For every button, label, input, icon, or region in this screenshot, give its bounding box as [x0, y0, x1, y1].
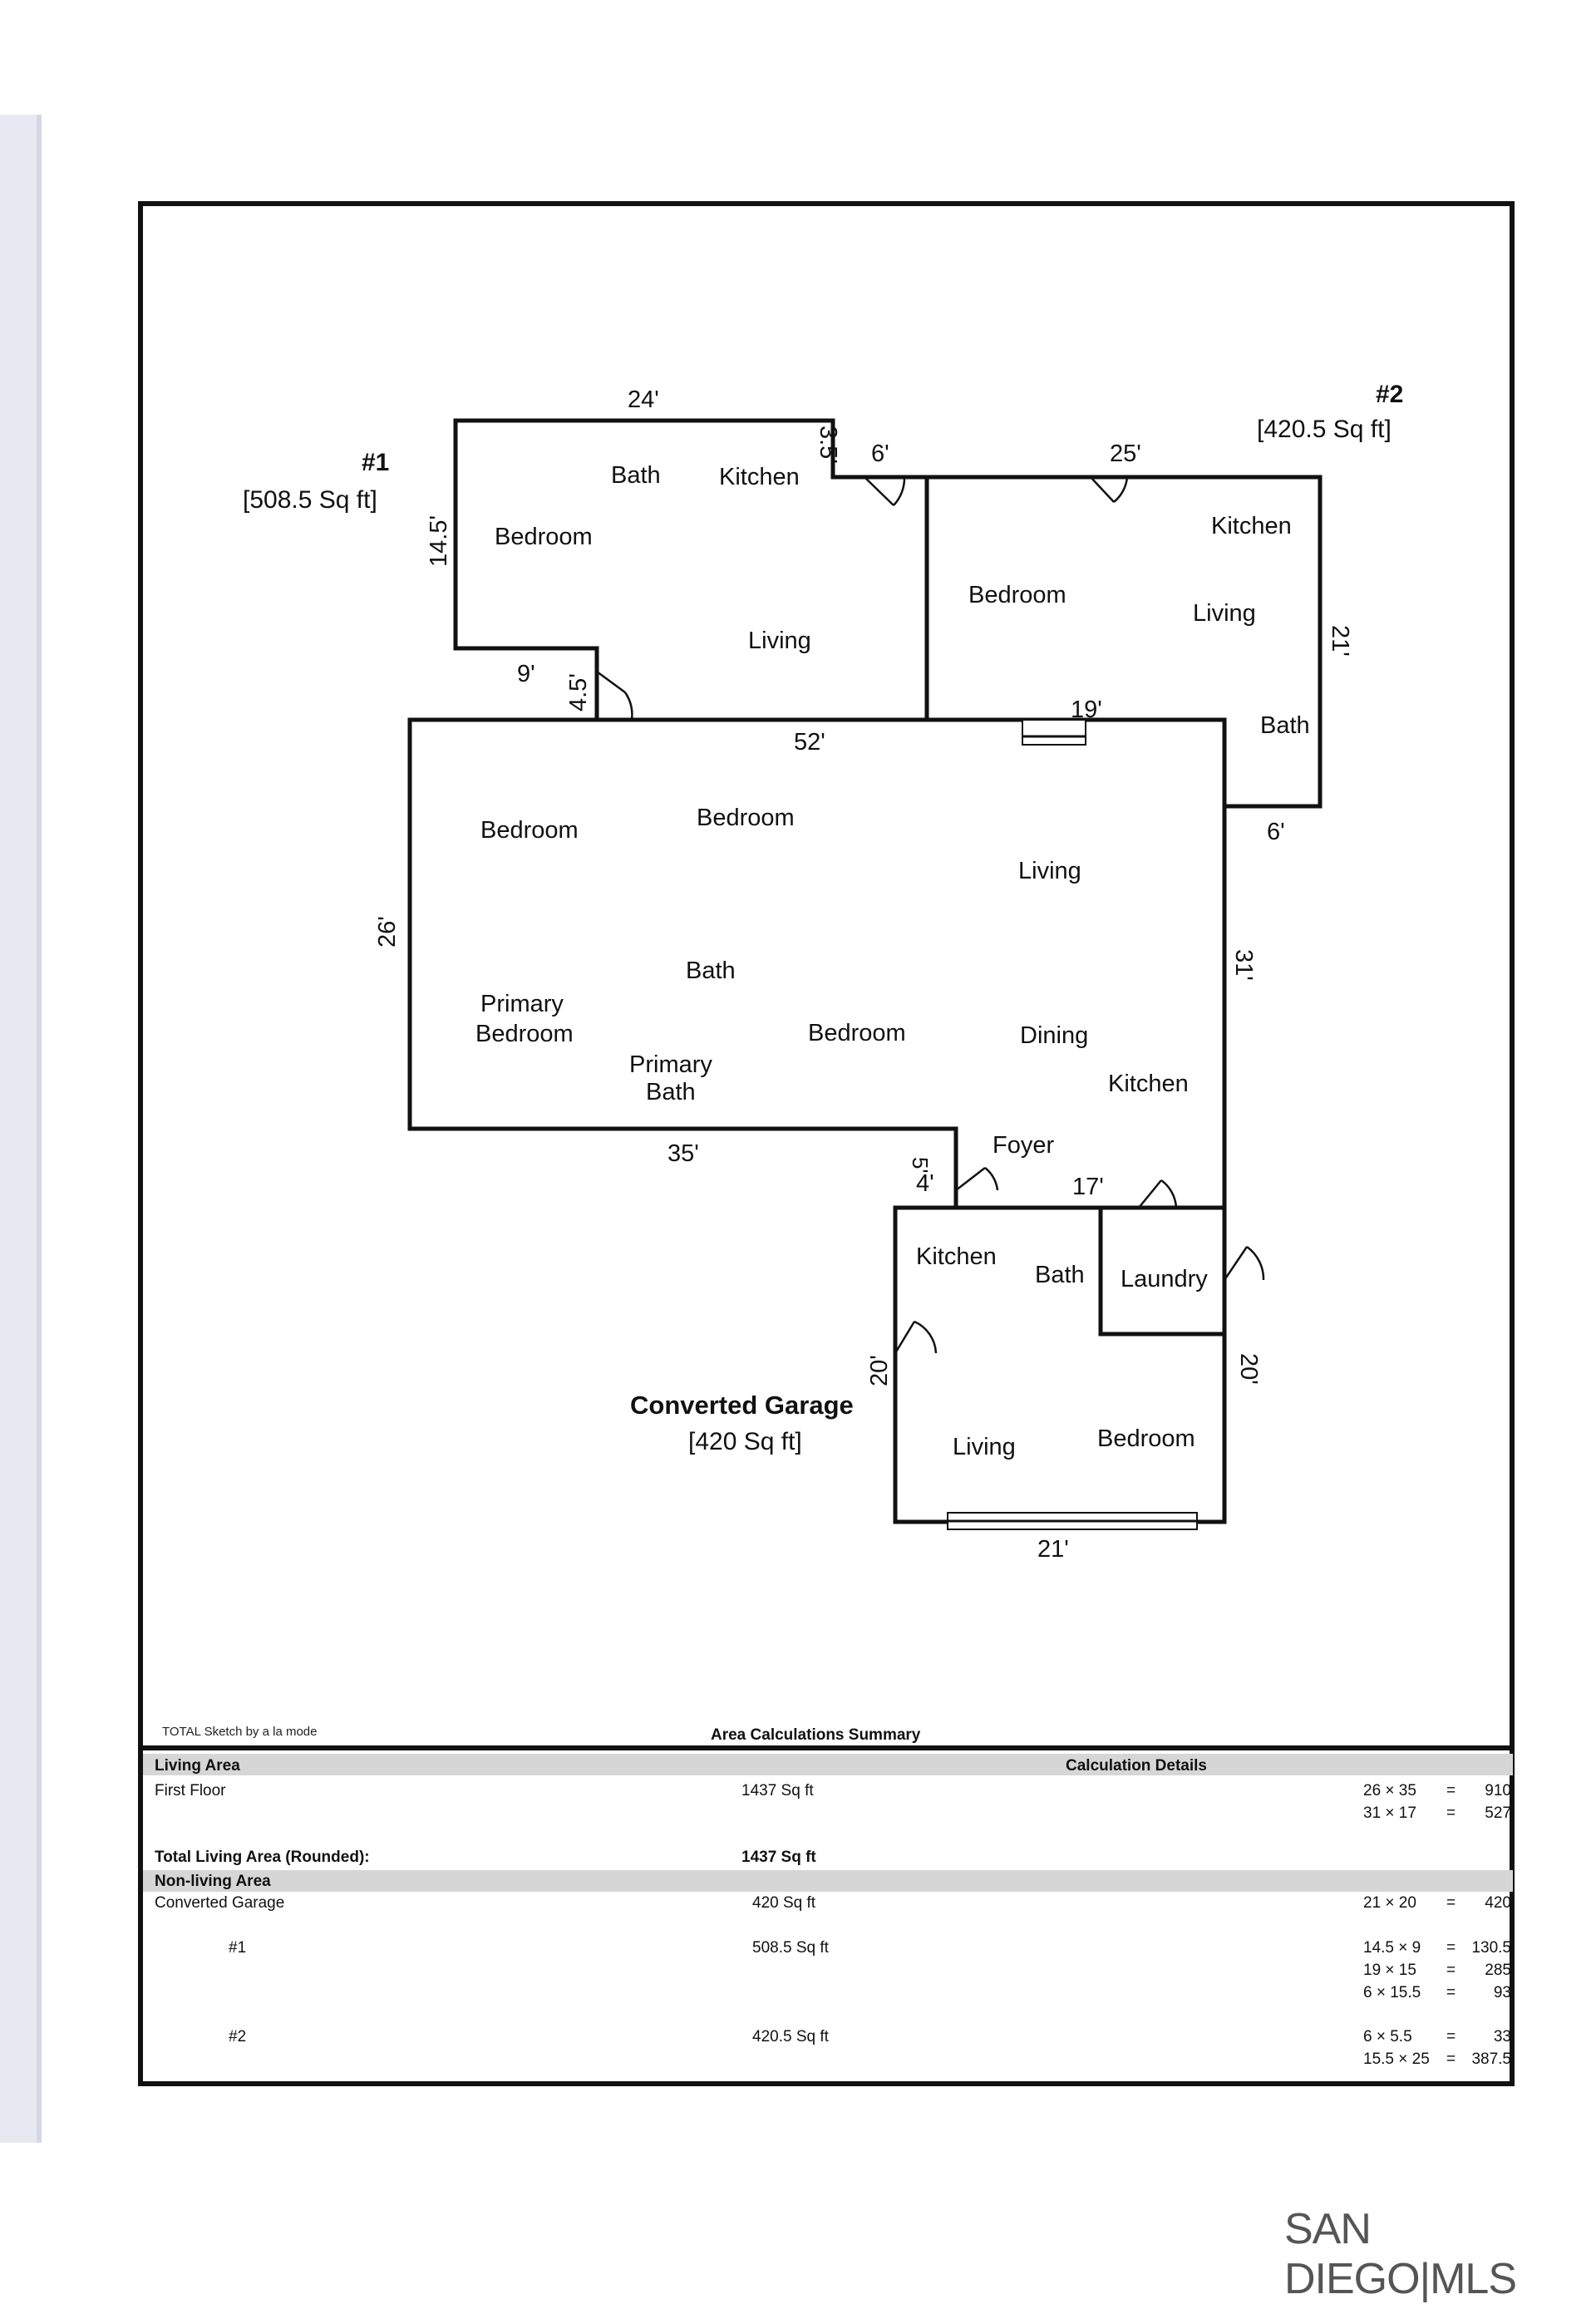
calc-result: 130.5 — [1471, 1939, 1511, 1957]
door-laundry-side — [1224, 1247, 1264, 1280]
room-label: Bedroom — [697, 805, 795, 831]
total-value: 1437 Sq ft — [741, 1849, 816, 1866]
main-house-outline — [410, 720, 1224, 1208]
calc-eq: = — [1446, 1984, 1456, 2001]
calc-result: 33 — [1493, 2028, 1511, 2046]
room-label: Bedroom — [480, 817, 579, 844]
unit2-title: #2 — [1376, 381, 1404, 408]
room-label: Dining — [1020, 1022, 1089, 1049]
living-area-band — [143, 1754, 1513, 1775]
calc-eq: = — [1446, 1962, 1456, 1979]
room-label: Primary — [480, 991, 564, 1017]
calc-expr: 31 × 17 — [1363, 1804, 1416, 1822]
garage-area: [420 Sq ft] — [688, 1428, 802, 1455]
door-laundry-top — [1139, 1180, 1176, 1208]
calc-eq: = — [1446, 2028, 1456, 2046]
calc-expr: 14.5 × 9 — [1363, 1939, 1421, 1957]
dim-label: 20' — [866, 1355, 893, 1386]
calc-expr: 21 × 20 — [1363, 1894, 1416, 1912]
room-label: Bath — [1260, 712, 1310, 739]
dim-label: 21' — [1037, 1536, 1069, 1563]
dim-label: 4' — [916, 1170, 934, 1197]
door-unit1-kitchen — [864, 477, 904, 505]
dim-label: 26' — [374, 916, 401, 948]
room-label: Bath — [686, 958, 736, 984]
sketch-credit: TOTAL Sketch by a la mode — [162, 1725, 318, 1739]
summary-divider — [138, 1745, 1515, 1750]
calc-result: 910 — [1485, 1782, 1511, 1799]
calc-result: 93 — [1493, 1984, 1511, 2001]
dim-label: 31' — [1230, 949, 1257, 981]
dim-label: 6' — [1267, 819, 1285, 845]
dim-label: 21' — [1327, 625, 1353, 657]
dim-label: 24' — [628, 386, 659, 413]
door-foyer — [956, 1168, 998, 1190]
room-label: Bedroom — [968, 582, 1066, 608]
room-label: Living — [953, 1434, 1016, 1460]
door-unit1-living — [597, 672, 632, 720]
room-label: Bath — [611, 462, 661, 489]
dim-label: 19' — [1071, 697, 1102, 723]
calc-result: 387.5 — [1471, 2050, 1511, 2068]
unit2-row-label: #2 — [229, 2028, 247, 2046]
garage-row-label: Converted Garage — [155, 1894, 285, 1912]
calc-result: 285 — [1485, 1962, 1511, 1979]
room-label: Kitchen — [916, 1243, 997, 1270]
dim-label: 17' — [1072, 1174, 1104, 1200]
room-label: Laundry — [1121, 1266, 1208, 1292]
dim-label: 14.5' — [426, 515, 452, 567]
room-label: Kitchen — [1108, 1071, 1189, 1097]
room-label: Bedroom — [475, 1021, 574, 1047]
non-living-band — [143, 1870, 1513, 1892]
calc-result: 420 — [1485, 1894, 1511, 1912]
calc-details-header: Calculation Details — [1066, 1757, 1207, 1775]
room-label: Bedroom — [1097, 1425, 1195, 1452]
room-label: Living — [1193, 600, 1256, 627]
room-label: Bedroom — [808, 1020, 906, 1046]
unit1-title: #1 — [362, 449, 390, 476]
door-garage-left — [895, 1322, 936, 1353]
calc-expr: 26 × 35 — [1363, 1782, 1416, 1799]
dim-label: 4.5' — [565, 673, 592, 711]
living-area-header: Living Area — [155, 1757, 240, 1775]
calc-expr: 19 × 15 — [1363, 1962, 1416, 1979]
total-label: Total Living Area (Rounded): — [155, 1849, 370, 1866]
calc-eq: = — [1446, 2050, 1456, 2068]
non-living-header: Non-living Area — [155, 1873, 271, 1890]
room-label: Living — [1018, 858, 1081, 884]
unit1-row-label: #1 — [229, 1939, 247, 1957]
unit2-area: [420.5 Sq ft] — [1257, 416, 1392, 443]
dim-label: 9' — [517, 661, 535, 687]
garage-row-value: 420 Sq ft — [752, 1894, 816, 1912]
calc-expr: 6 × 15.5 — [1363, 1984, 1421, 2001]
calc-expr: 6 × 5.5 — [1363, 2028, 1412, 2046]
dim-label: 5' — [908, 1157, 933, 1174]
unit2-row-value: 420.5 Sq ft — [752, 2028, 829, 2046]
room-label: Kitchen — [1211, 513, 1292, 539]
room-label: Bath — [646, 1079, 696, 1105]
dim-label: 20' — [1235, 1353, 1262, 1385]
unit1-row-value: 508.5 Sq ft — [752, 1939, 829, 1957]
room-label: Bedroom — [495, 524, 593, 550]
summary-title: Area Calculations Summary — [711, 1726, 921, 1744]
calc-eq: = — [1446, 1894, 1456, 1912]
door-unit2-top — [1091, 477, 1127, 502]
calc-eq: = — [1446, 1804, 1456, 1822]
room-label: Foyer — [993, 1132, 1055, 1159]
room-label: Primary — [629, 1051, 712, 1078]
dim-label: 35' — [667, 1140, 699, 1167]
dim-label: 6' — [871, 441, 889, 467]
watermark-logo: SAN DIEGO|MLS — [1284, 2205, 1517, 2303]
first-floor-label: First Floor — [155, 1782, 226, 1799]
first-floor-value: 1437 Sq ft — [741, 1782, 814, 1799]
calc-result: 527 — [1485, 1804, 1511, 1822]
dim-label: 25' — [1110, 441, 1141, 467]
dim-label: 3.5' — [815, 426, 841, 464]
garage-title: Converted Garage — [630, 1391, 854, 1420]
unit1-area: [508.5 Sq ft] — [243, 486, 377, 514]
calc-eq: = — [1446, 1939, 1456, 1957]
room-label: Bath — [1035, 1262, 1085, 1288]
dim-label: 52' — [794, 729, 825, 756]
room-label: Kitchen — [719, 464, 800, 490]
calc-expr: 15.5 × 25 — [1363, 2050, 1430, 2068]
room-label: Living — [748, 628, 811, 654]
calc-eq: = — [1446, 1782, 1456, 1799]
